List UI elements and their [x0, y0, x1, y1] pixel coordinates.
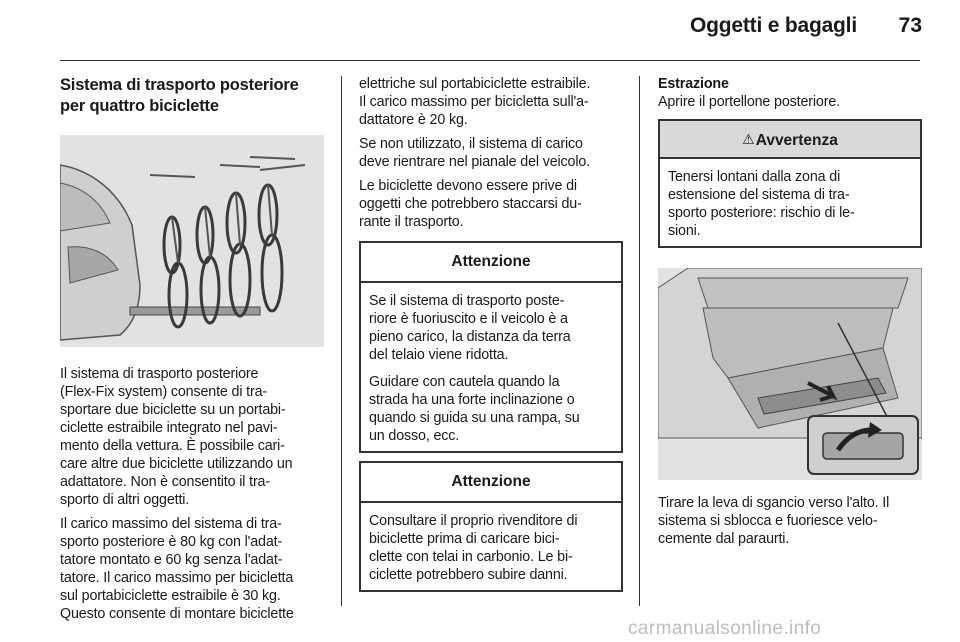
text-line: del telaio viene ridotta. — [369, 347, 509, 363]
text-line: Il carico massimo per bicicletta sull'a- — [359, 94, 589, 110]
column-divider-2 — [639, 76, 640, 606]
section-title — [60, 75, 325, 117]
text-line: sporto di altri oggetti. — [60, 492, 190, 508]
text-line: sul portabiciclette estraibile è 30 kg. — [60, 588, 281, 604]
text-line: Le biciclette devono essere prive di — [359, 178, 577, 194]
notice-box-2-title: Attenzione — [361, 463, 621, 503]
text-line: Il sistema di trasporto posteriore — [60, 366, 259, 382]
text-line: Se non utilizzato, il sistema di carico — [359, 136, 583, 152]
text-line: strada ha una forte inclinazione o — [369, 392, 575, 408]
notice-1-paragraph-2 — [369, 373, 613, 445]
text-line: care altre due biciclette utilizzando un — [60, 456, 293, 472]
text-line: un dosso, ecc. — [369, 428, 460, 444]
watermark: carmanualsonline.info — [628, 618, 822, 639]
text-line: ciclette estraibile integrato nel pavi- — [60, 420, 278, 436]
continuation-paragraph — [359, 75, 623, 129]
text-line: deve rientrare nel pianale del veicolo. — [359, 154, 590, 170]
text-line: sistema si sblocca e fuoriesce velo- — [658, 513, 878, 529]
release-lever-paragraph — [658, 494, 922, 548]
text-line: mento della vettura. È possibile cari- — [60, 438, 285, 454]
text-line: tatore. Il carico massimo per bicicletta — [60, 570, 294, 586]
text-line: Consultare il proprio rivenditore di — [369, 513, 578, 529]
text-line: adattatore. Non è consentito il tra- — [60, 474, 270, 490]
notice-box-1-title: Attenzione — [361, 243, 621, 283]
text-line: Tirare la leva di sgancio verso l'alto. Il — [658, 495, 890, 511]
text-line: per quattro biciclette — [60, 97, 219, 115]
text-line: Sistema di trasporto posteriore — [60, 76, 299, 94]
text-line: sporto posteriore: rischio di le- — [668, 205, 855, 221]
warning-triangle-icon: ⚠ — [742, 131, 755, 147]
text-line: riore è fuoriuscito e il veicolo è a — [369, 311, 568, 327]
text-line: (Flex-Fix system) consente di tra- — [60, 384, 268, 400]
text-line: elettriche sul portabiciclette estraibile. — [359, 76, 591, 92]
text-line: sportare due biciclette su un portabi- — [60, 402, 286, 418]
text-line: pieno carico, la distanza da terra — [369, 329, 571, 345]
release-lever-illustration — [658, 268, 922, 480]
intro-paragraph — [60, 365, 325, 509]
column-2 — [359, 75, 623, 600]
text-line: sioni. — [668, 223, 701, 239]
text-line: quando si guida su una rampa, su — [369, 410, 580, 426]
subheading-estrazione: Estrazione — [658, 76, 729, 92]
text-line: Se il sistema di trasporto poste- — [369, 293, 565, 309]
text-line: clette con telai in carbonio. Le bi- — [369, 549, 573, 565]
text-line: cemente dal paraurti. — [658, 531, 790, 547]
header-rule — [60, 60, 920, 61]
column-3 — [658, 75, 922, 554]
loose-objects-paragraph — [359, 177, 623, 231]
notice-box-2 — [359, 461, 623, 592]
retract-paragraph — [359, 135, 623, 171]
column-divider-1 — [341, 76, 342, 606]
bike-carrier-illustration — [60, 135, 324, 347]
text-line: dattatore è 20 kg. — [359, 112, 468, 128]
notice-1-paragraph-1 — [369, 292, 613, 364]
text-line: sporto posteriore è 80 kg con l'adat- — [60, 534, 283, 550]
text-line: oggetti che potrebbero staccarsi du- — [359, 196, 582, 212]
warning-box — [658, 119, 922, 248]
text-line: Questo consente di montare biciclette — [60, 606, 294, 622]
text-line: Il carico massimo del sistema di tra- — [60, 516, 282, 532]
page-header-title: Oggetti e bagagli — [690, 14, 857, 37]
open-tailgate-paragraph: Aprire il portellone posteriore. — [658, 94, 840, 110]
notice-2-paragraph-1 — [369, 512, 613, 584]
text-line: rante il trasporto. — [359, 214, 464, 230]
warning-box-header — [660, 121, 920, 159]
load-paragraph — [60, 515, 325, 623]
text-line: Tenersi lontani dalla zona di — [668, 169, 841, 185]
warning-paragraph — [668, 168, 912, 240]
text-line: estensione del sistema di tra- — [668, 187, 850, 203]
warning-box-title: Avvertenza — [755, 132, 838, 149]
text-line: biciclette prima di caricare bici- — [369, 531, 560, 547]
text-line: ciclette potrebbero subire danni. — [369, 567, 568, 583]
column-1 — [60, 75, 325, 629]
text-line: tatore montato e 60 kg senza l'adat- — [60, 552, 283, 568]
page-number: 73 — [898, 14, 922, 37]
text-line: Guidare con cautela quando la — [369, 374, 560, 390]
notice-box-1 — [359, 241, 623, 453]
